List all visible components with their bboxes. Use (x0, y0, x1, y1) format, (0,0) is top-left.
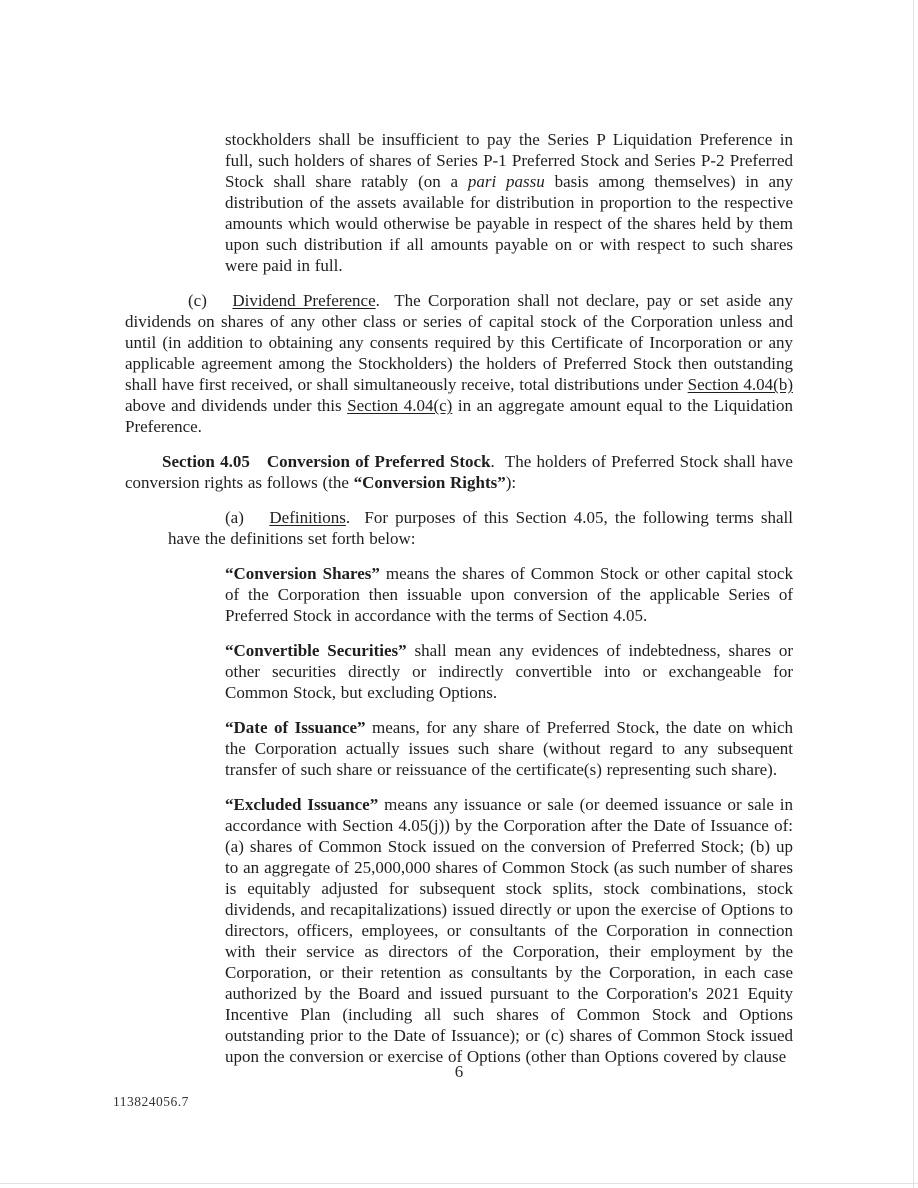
definition-convertible-securities (225, 640, 793, 703)
text-segment: “Excluded Issuance” (225, 795, 379, 814)
text-segment: Section 4.05 (162, 452, 250, 471)
text-segment: shall mean any evidences of indebtedness, shares or other securities directly or indirectly convertible into or exchangeable for Common Stock, but excluding Options. (225, 641, 793, 702)
text-segment: means, for any share of Preferred Stock, the date on which the Corporation actually issues such share (without regard to any subsequent transfer of such share or reissuance of the certificate(s) representing such share). (225, 718, 793, 779)
text-segment: pari passu (467, 172, 545, 191)
text-segment: basis among themselves) in any distribution of the assets available for distribution in proportion to the respective amounts which would otherwise be payable in respect of the shares held by them upon such distribution if all amounts payable on or with respect to such shares were paid in full. (225, 172, 793, 275)
definition-date-of-issuance (225, 717, 793, 780)
text-segment (250, 452, 267, 471)
text-segment: Section 4.04(b) (687, 375, 793, 394)
text-segment: . The Corporation shall not declare, pay or set aside any dividends on shares of any other class or series of capital stock of the Corporation unless and until (in addition to obtaining any consents required by this Certificate of Incorporation or any applicable agreement among the Stockholders) the holders of Preferred Stock then outstanding shall have first received, or shall simultaneously receive, total distributions under (125, 291, 793, 394)
text-segment: “Date of Issuance” (225, 718, 366, 737)
document-body (125, 129, 793, 1067)
text-segment: Conversion of Preferred Stock (266, 452, 491, 471)
text-segment: Definitions (269, 508, 346, 527)
text-segment: above and dividends under this (125, 396, 348, 415)
text-segment: (c) (188, 291, 233, 310)
paragraph-c-dividend-preference (125, 290, 793, 437)
text-segment: (a) (225, 508, 270, 527)
paragraph-a-definitions (168, 507, 793, 549)
text-segment: Dividend Preference (232, 291, 376, 310)
text-segment: in an aggregate amount equal to the Liquidation Preference. (125, 396, 793, 436)
text-segment: means any issuance or sale (or deemed issuance or sale in accordance with Section 4.05(j)) by the Corporation after the Date of Issuance of: (a) shares of Common Stock issued on the conversion of Preferred Stock; (b) up to an aggregate of 25,000,000 shares of Common Stock (as such number of shares is equitably adjusted for subsequent stock splits, stock combinations, stock dividends, and recapitalizations) issued directly or upon the exercise of Options to directors, officers, employees, or consultants of the Corporation in connection with their service as directors of the Corporation, their employment by the Corporation, or their retention as consultants by the Corporation, in each case authorized by the Board and issued pursuant to the Corporation's 2021 Equity Incentive Plan (including all such shares of Common Stock and Options outstanding prior to the Date of Issuance); or (c) shares of Common Stock issued upon the conversion or exercise of Options (other than Options covered by clause (225, 795, 793, 1066)
text-segment: Section 4.04(c) (347, 396, 453, 415)
text-segment: means the shares of Common Stock or other capital stock of the Corporation then issuable upon conversion of the applicable Series of Preferred Stock in accordance with the terms of Section 4.05. (225, 564, 793, 625)
text-segment: . For purposes of this Section 4.05, the following terms shall have the definitions set forth below: (168, 508, 793, 548)
paragraph-liquidation-continuation (225, 129, 793, 276)
definition-conversion-shares (225, 563, 793, 626)
scan-edge-line-right (913, 0, 914, 1188)
scan-edge-line-bottom (0, 1183, 918, 1184)
definition-excluded-issuance (225, 794, 793, 1067)
text-segment: “Conversion Shares” (225, 564, 380, 583)
page-number: 6 (454, 1062, 464, 1081)
text-segment: “Conversion Rights” (353, 473, 506, 492)
footer-document-number: 113824056.7 (113, 1094, 189, 1109)
text-segment: “Convertible Securities” (225, 641, 407, 660)
text-segment: . The holders of Preferred Stock shall have conversion rights as follows (the (125, 452, 793, 492)
text-segment: ): (505, 473, 517, 492)
text-segment: stockholders shall be insufficient to pay the Series P Liquidation Preference in full, such holders of shares of Series P-1 Preferred Stock and Series P-2 Preferred Stock shall share ratably (on a (225, 130, 793, 191)
section-4-05-heading-paragraph (125, 451, 793, 493)
